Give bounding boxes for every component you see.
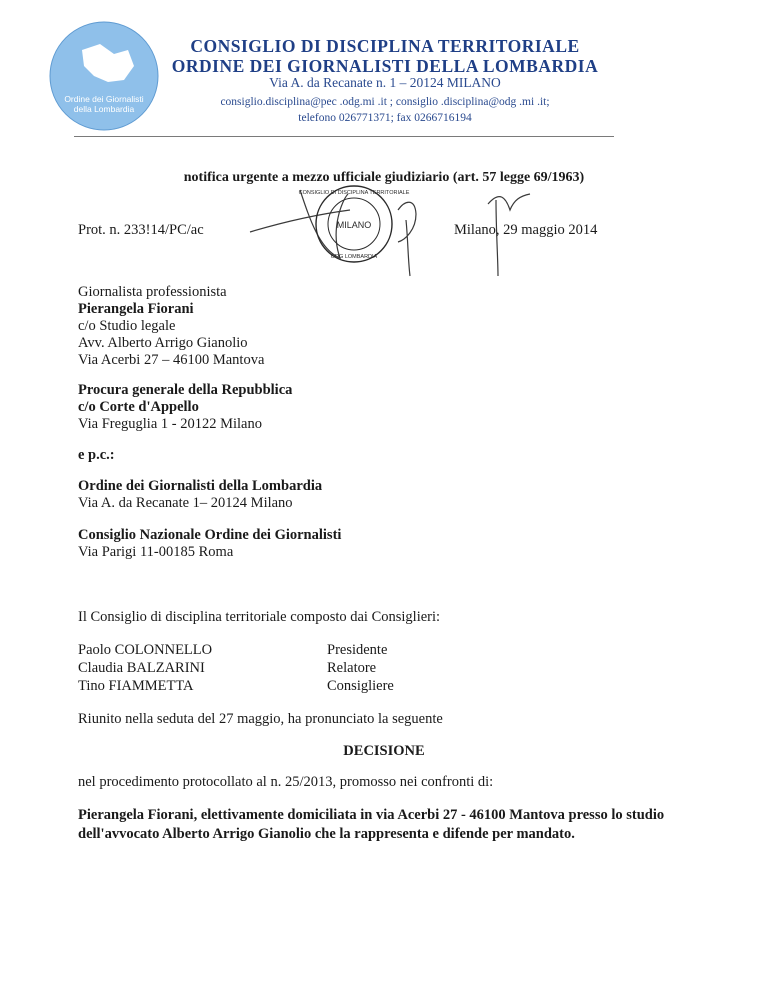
member-name: Tino FIAMMETTA xyxy=(78,678,194,694)
member-name: Paolo COLONNELLO xyxy=(78,642,213,658)
document-date: Milano, 29 maggio 2014 xyxy=(454,222,598,238)
decision-heading: DECISIONE xyxy=(343,743,425,759)
member-role: Consigliere xyxy=(327,678,394,694)
recipient1-name: Pierangela Fiorani xyxy=(78,301,194,317)
recipient2-line1: Procura generale della Repubblica xyxy=(78,382,293,398)
stamp-bottom-text: ODG LOMBARDIA xyxy=(330,254,378,260)
header-title-line1: CONSIGLIO DI DISCIPLINA TERRITORIALE xyxy=(190,36,580,56)
stamp-center-text: MILANO xyxy=(336,220,372,230)
recipient2-line3: Via Freguglia 1 - 20122 Milano xyxy=(78,416,262,432)
council-intro: Il Consiglio di disciplina territoriale composto dai Consiglieri: xyxy=(78,609,441,625)
member-role: Presidente xyxy=(327,642,388,658)
logo-text-line1: Ordine dei Giornalisti xyxy=(64,94,144,104)
cc-label: e p.c.: xyxy=(78,447,115,463)
header-address: Via A. da Recanate n. 1 – 20124 MILANO xyxy=(269,75,501,90)
session-line: Riunito nella seduta del 27 maggio, ha pronunciato la seguente xyxy=(78,711,443,727)
notice-line: notifica urgente a mezzo ufficiale giudiziario (art. 57 legge 69/1963) xyxy=(183,170,585,185)
recipient1-line3: c/o Studio legale xyxy=(78,318,176,334)
header-title-line2: ORDINE DEI GIORNALISTI DELLA LOMBARDIA xyxy=(171,56,599,76)
official-stamp-icon xyxy=(299,186,410,262)
signature-president-icon xyxy=(250,190,350,258)
logo xyxy=(48,20,160,132)
header-phone: telefono 026771371; fax 0266716194 xyxy=(298,112,472,124)
member-role: Relatore xyxy=(327,660,377,676)
recipient4-line2: Via Parigi 11-00185 Roma xyxy=(78,544,234,560)
header-emails: consiglio.disciplina@pec .odg.mi .it ; consiglio .disciplina@odg .mi .it; xyxy=(220,96,550,108)
procedure-line: nel procedimento protocollato al n. 25/2013, promosso nei confronti di: xyxy=(78,774,494,790)
protocol-number: Prot. n. 233!14/PC/ac xyxy=(78,222,204,238)
subject-paragraph: Pierangela Fiorani, elettivamente domiciliata in via Acerbi 27 - 46100 Mantova presso lo studio dell'avvocato Alberto Arrigo Gianolio che la rappresenta e difende per mandato. xyxy=(78,807,665,842)
header-divider xyxy=(74,136,614,137)
signature-secretary-icon xyxy=(398,202,416,276)
recipient2-line2: c/o Corte d'Appello xyxy=(78,399,199,415)
recipient1-line5: Via Acerbi 27 – 46100 Mantova xyxy=(78,352,265,368)
stamp-ring-text: CONSIGLIO DI DISCIPLINA TERRITORIALE xyxy=(298,190,410,196)
recipient1-line1: Giornalista professionista xyxy=(78,284,227,300)
member-name: Claudia BALZARINI xyxy=(78,660,205,676)
recipient3-line2: Via A. da Recanate 1– 20124 Milano xyxy=(78,495,293,511)
recipient3-line1: Ordine dei Giornalisti della Lombardia xyxy=(78,478,323,494)
recipient1-line4: Avv. Alberto Arrigo Gianolio xyxy=(78,335,248,351)
logo-text-line2: della Lombardia xyxy=(73,104,135,114)
recipient4-line1: Consiglio Nazionale Ordine dei Giornalisti xyxy=(78,527,342,543)
